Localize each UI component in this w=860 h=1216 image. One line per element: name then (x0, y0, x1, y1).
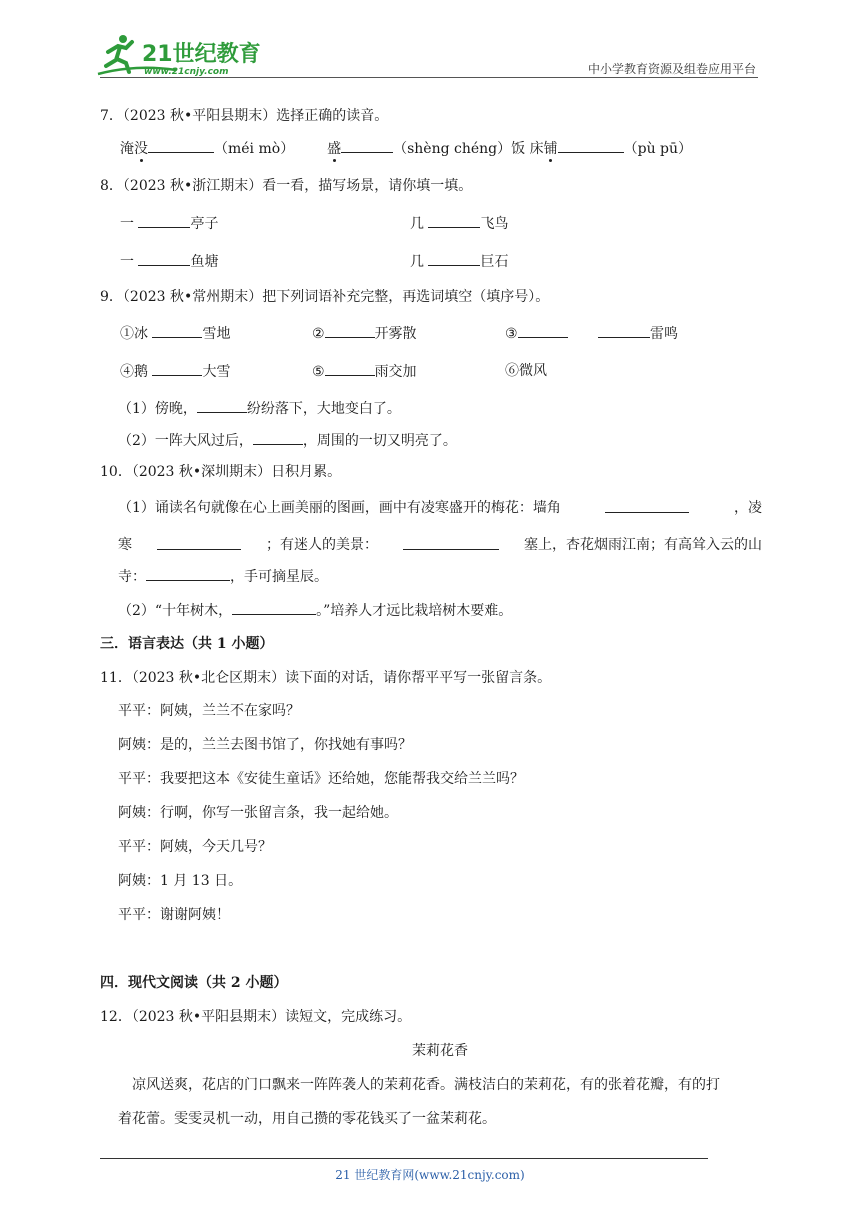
q10-l3-tail: ，手可摘星辰。 (230, 569, 328, 585)
q11-dialogue-7: 平平：谢谢阿姨！ (118, 907, 230, 923)
answer-blank[interactable] (598, 323, 650, 338)
q7-word3b: 铺 (543, 141, 558, 157)
q10-stem: 10．（2023 秋•深圳期末）日积月累。 (100, 464, 342, 480)
logo-text: 21世纪教育 (142, 42, 261, 67)
answer-blank[interactable] (138, 251, 190, 266)
q11-dialogue-3: 平平：我要把这本《安徒生童话》还给她，您能帮我交给兰兰吗？ (118, 771, 524, 787)
q10-l1-text: （1）诵读名句就像在心上画美丽的图画，画中有凌寒盛开的梅花：墙角 (118, 500, 561, 516)
q11-dialogue-4: 阿姨：行啊，你写一张留言条，我一起给她。 (118, 805, 398, 821)
section-3-heading: 三．语言表达（共 1 小题） (100, 636, 274, 652)
q7-stem: 7．（2023 秋•平阳县期末）选择正确的读音。 (100, 108, 389, 124)
q9-s1-prefix: （1）傍晚， (118, 401, 197, 417)
q7-word1b: 没 (134, 141, 148, 157)
q11-dialogue-1: 平平：阿姨，兰兰不在家吗？ (118, 703, 300, 719)
q11-dialogue-5: 平平：阿姨，今天几号？ (118, 839, 272, 855)
q11-stem: 11．（2023 秋•北仑区期末）读下面的对话，请你帮平平写一张留言条。 (100, 670, 552, 686)
answer-blank[interactable] (152, 323, 202, 338)
q9-item-6: ⑥微风 (505, 363, 547, 379)
answer-blank[interactable] (148, 138, 214, 153)
q9-item-1 (120, 323, 230, 344)
answer-blank[interactable] (558, 138, 624, 153)
q9-item-5 (312, 361, 417, 382)
header-divider (100, 77, 758, 78)
q11-dialogue-6: 阿姨：1 月 13 日。 (118, 873, 243, 889)
passage-paragraph-1b: 着花蕾。雯雯灵机一动，用自己攒的零花钱买了一盆茉莉花。 (118, 1111, 496, 1127)
q10-line-3 (118, 566, 328, 587)
q9-sentence-2 (118, 430, 457, 451)
answer-blank[interactable] (428, 251, 480, 266)
q9-s2-prefix: （2）一阵大风过后， (118, 433, 253, 449)
q9-1-prefix: ①冰 (120, 326, 148, 342)
q7-word1a: 淹 (120, 141, 134, 157)
answer-blank[interactable] (232, 600, 316, 615)
footer-link[interactable]: 21 世纪教育网(www.21cnjy.com) (335, 1168, 525, 1182)
q9-4-prefix: ④鹅 (120, 364, 148, 380)
q8-a-suffix: 亭子 (190, 216, 219, 232)
answer-blank[interactable] (403, 535, 499, 550)
q9-4-suffix: 大雪 (202, 364, 231, 380)
q9-sentence-1 (118, 398, 401, 419)
q7-pinyin3: （pù pū） (623, 141, 693, 157)
q8-d-prefix: 几 (410, 254, 424, 270)
q10-l4-tail: 。”培养人才远比栽培树木要难。 (316, 603, 513, 619)
q10-l2-tail: 塞上，杏花烟雨江南；有高耸入云的山 (524, 537, 762, 553)
q7-items (120, 138, 692, 159)
q8-b-suffix: 飞鸟 (480, 216, 509, 232)
q9-5-prefix: ⑤ (312, 364, 325, 380)
q10-line-1 (118, 498, 762, 518)
answer-blank[interactable] (605, 498, 689, 513)
q10-l1-tail: ，凌 (734, 500, 762, 516)
footer-divider (100, 1158, 708, 1159)
answer-blank[interactable] (428, 213, 480, 228)
answer-blank[interactable] (146, 566, 230, 581)
answer-blank[interactable] (197, 398, 247, 413)
q8-c-prefix: 一 (120, 254, 134, 270)
q9-item-3 (505, 323, 678, 344)
answer-blank[interactable] (253, 430, 303, 445)
passage-title: 茉莉花香 (412, 1043, 468, 1059)
q9-stem: 9．（2023 秋•常州期末）把下列词语补充完整，再选词填空（填序号）。 (100, 289, 550, 305)
q7-pinyin2: （shèng chéng）饭 (393, 141, 526, 157)
q7-word3a: 床 (529, 141, 544, 157)
q12-stem: 12．（2023 秋•平阳县期末）读短文，完成练习。 (100, 1009, 412, 1025)
q11-dialogue-2: 阿姨：是的，兰兰去图书馆了，你找她有事吗？ (118, 737, 412, 753)
q9-item-2 (312, 323, 417, 344)
passage-paragraph-1a: 凉风送爽，花店的门口飘来一阵阵袭人的茉莉花香。满枝洁白的茉莉花，有的张着花瓣，有的打 (132, 1077, 720, 1093)
section-4-heading: 四．现代文阅读（共 2 小题） (100, 975, 288, 991)
q9-2-prefix: ② (312, 326, 325, 342)
answer-blank[interactable] (152, 361, 202, 376)
q9-s2-suffix: ，周围的一切又明亮了。 (302, 433, 457, 449)
q9-1-suffix: 雪地 (202, 326, 231, 342)
q8-item-b (410, 213, 508, 234)
answer-blank[interactable] (157, 535, 241, 550)
header-platform-text: 中小学教育资源及组卷应用平台 (587, 62, 756, 76)
q9-3-prefix: ③ (505, 326, 518, 342)
q8-c-suffix: 鱼塘 (190, 254, 219, 270)
q8-item-c (120, 251, 218, 272)
q10-l2-mid: ；有迷人的美景： (266, 537, 378, 553)
logo-url: www.21cnjy.com (144, 67, 229, 77)
q10-l2-head: 寒 (118, 537, 132, 553)
answer-blank[interactable] (325, 323, 375, 338)
logo (96, 30, 266, 80)
q8-item-a (120, 213, 218, 234)
q9-5-suffix: 雨交加 (374, 364, 417, 380)
q10-line-4 (118, 600, 512, 621)
answer-blank[interactable] (341, 138, 393, 153)
answer-blank[interactable] (138, 213, 190, 228)
q7-word2: 盛 (327, 141, 342, 157)
answer-blank[interactable] (325, 361, 375, 376)
q8-item-d (410, 251, 508, 272)
runner-logo-icon (96, 30, 266, 80)
q9-s1-suffix: 纷纷落下，大地变白了。 (246, 401, 401, 417)
answer-blank[interactable] (518, 323, 568, 338)
q10-line-2 (118, 535, 762, 555)
q10-l3-head: 寺： (118, 569, 146, 585)
q8-d-suffix: 巨石 (480, 254, 509, 270)
q9-item-4 (120, 361, 230, 382)
q9-2-suffix: 开雾散 (374, 326, 417, 342)
q8-a-prefix: 一 (120, 216, 134, 232)
q9-3-suffix: 雷鸣 (650, 326, 679, 342)
q8-b-prefix: 几 (410, 216, 424, 232)
q10-l4-head: （2）“十年树木， (118, 603, 233, 619)
q7-pinyin1: （méi mò） (214, 141, 295, 157)
q8-stem: 8．（2023 秋•浙江期末）看一看，描写场景，请你填一填。 (100, 178, 473, 194)
